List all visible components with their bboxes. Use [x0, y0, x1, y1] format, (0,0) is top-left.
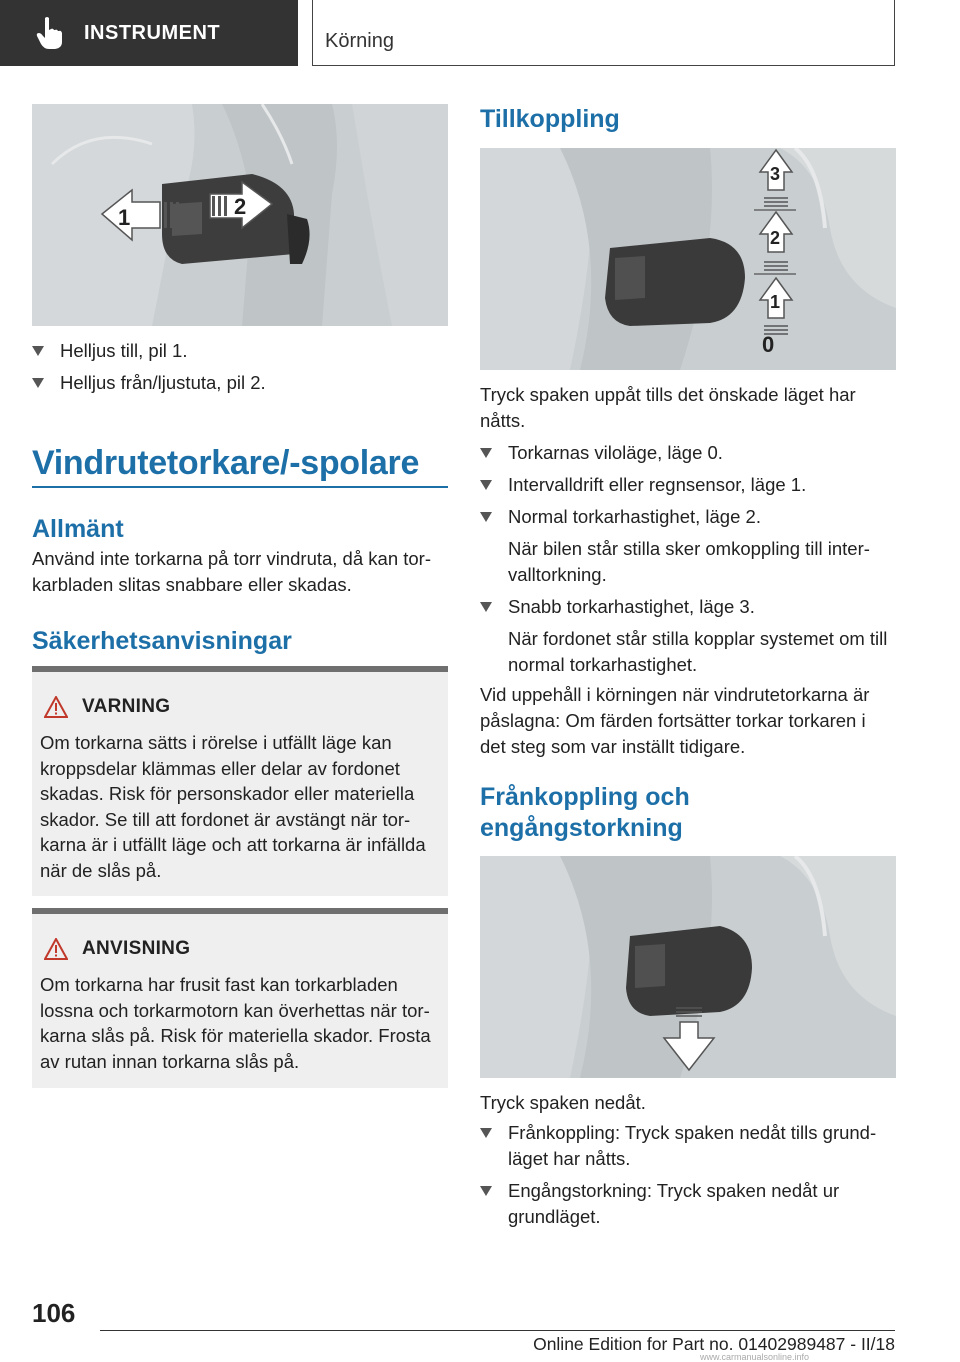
switch-off-bullet-list	[480, 1120, 896, 1236]
figure-label-2: 2	[770, 228, 781, 248]
triangle-bullet-icon	[32, 346, 44, 356]
wiper-lever-down-figure	[480, 856, 896, 1078]
watermark-text: www.carmanualsonline.info	[700, 1352, 810, 1362]
switch-on-bullet-list	[480, 440, 896, 684]
triangle-bullet-icon	[480, 448, 492, 458]
list-item: Intervalldrift eller regnsensor, läge 1.	[480, 472, 896, 498]
section-tab	[0, 0, 298, 66]
safety-heading: Säkerhetsanvisningar	[32, 627, 292, 655]
switch-on-outro: Vid uppehåll i körningen när vindrutetorkarna är påslagna: Om färden fortsätter torkar torkaren i det steg som var inställt tidigare.	[480, 684, 870, 757]
triangle-bullet-icon	[480, 1186, 492, 1196]
switch-off-intro: Tryck spaken nedåt.	[480, 1092, 646, 1113]
switch-on-intro: Tryck spaken uppåt tills det önskade läget har nåtts.	[480, 384, 856, 431]
figure-label-3: 3	[770, 164, 781, 184]
list-item: Snabb torkarhastighet, läge 3. När fordonet står stilla kopplar systemet om till normal torkarhastighet.	[480, 594, 896, 678]
wiper-lever-up-figure	[480, 148, 896, 370]
notice-text: Om torkarna har frusit fast kan torkarbladen lossna och torkarmotorn kan överhettas när torkarna slås på. Risk för materiella skador. Frosta av rutan innan torkarna slås på.	[40, 974, 431, 1072]
headlight-lever-figure	[32, 104, 448, 326]
triangle-bullet-icon	[32, 378, 44, 388]
figure-label-1: 1	[770, 292, 781, 312]
warning-header	[44, 696, 170, 718]
list-item: Engångstorkning: Tryck spaken nedåt ur grundläget.	[480, 1178, 896, 1230]
figure-label-0: 0	[762, 332, 775, 357]
general-text: Använd inte torkarna på torr vindruta, då kan torkarbladen slitas snabbare eller skadas.	[32, 548, 432, 595]
general-heading: Allmänt	[32, 515, 124, 543]
list-item-note: När fordonet står stilla kopplar systemet om till normal torkarhastighet.	[508, 628, 888, 675]
notice-title: ANVISNING	[82, 938, 191, 959]
warning-text: Om torkarna sätts i rörelse i utfällt läge kan kroppsdelar klämmas eller delar av fordonet skadas. Risk för personskador eller materiella skador. Se till att fordonet är avstängt när torkarna är i utfällt läge och att torkarna är infällda när de slås på.	[40, 732, 426, 881]
page-number: 106	[32, 1298, 76, 1328]
figure-label-1: 1	[118, 205, 131, 230]
list-item-note: När bilen står stilla sker omkoppling till intervalltorkning.	[508, 538, 870, 585]
footer-rule	[100, 1330, 895, 1331]
triangle-bullet-icon	[480, 1128, 492, 1138]
figure-label-2: 2	[234, 194, 247, 219]
notice-header	[44, 938, 190, 960]
switch-on-heading: Tillkoppling	[480, 105, 620, 133]
chapter-header	[312, 0, 895, 66]
heading-rule	[32, 486, 448, 488]
warning-box	[32, 666, 448, 896]
list-item: Helljus till, pil 1.	[32, 338, 448, 364]
triangle-bullet-icon	[480, 602, 492, 612]
notice-triangle-icon	[44, 938, 68, 960]
list-item: Helljus från/ljustuta, pil 2.	[32, 370, 448, 396]
triangle-bullet-icon	[480, 480, 492, 490]
list-item: Normal torkarhastighet, läge 2. När bilen står stilla sker omkoppling till intervalltorkning.	[480, 504, 896, 588]
list-item: Frånkoppling: Tryck spaken nedåt tills grundläget har nåtts.	[480, 1120, 896, 1172]
section-heading: Vindrutetorkare/-spolare	[32, 444, 420, 482]
chapter-title: Körning	[325, 30, 394, 52]
switch-off-heading: Frånkoppling och engångstorkning	[480, 783, 690, 842]
edition-text: Online Edition for Part no. 01402989487 - II/18	[533, 1334, 895, 1354]
headlight-bullet-list	[32, 338, 448, 402]
hand-pointer-icon	[30, 13, 70, 53]
warning-triangle-icon	[44, 696, 68, 718]
triangle-bullet-icon	[480, 512, 492, 522]
list-item: Torkarnas viloläge, läge 0.	[480, 440, 896, 466]
notice-box	[32, 908, 448, 1088]
warning-title: VARNING	[82, 696, 171, 717]
section-label: INSTRUMENT	[84, 21, 221, 44]
